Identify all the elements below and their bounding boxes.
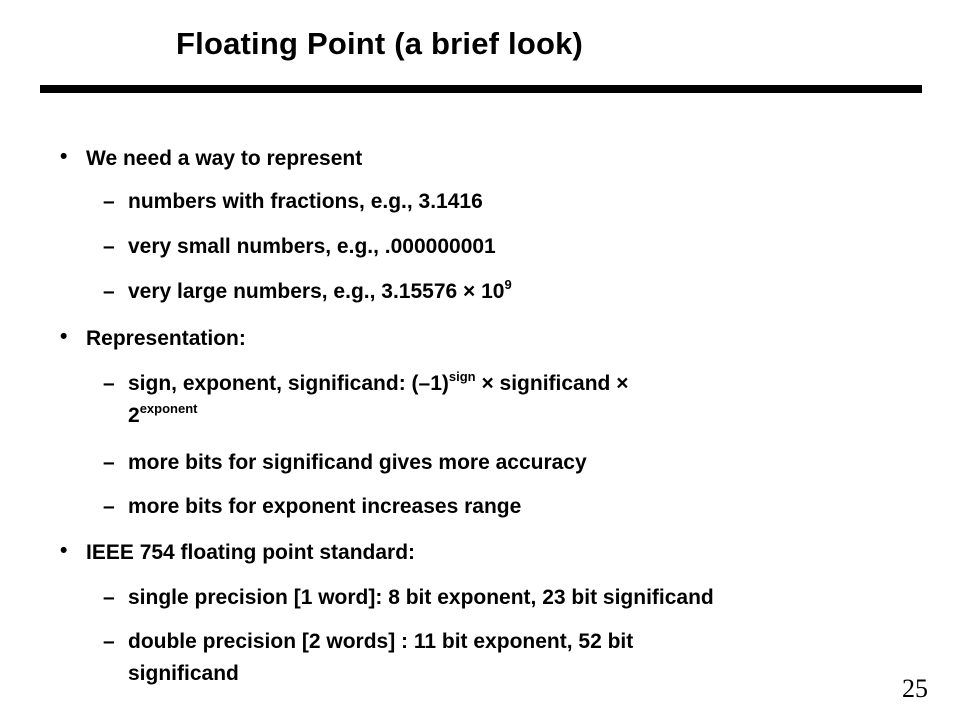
exponent-superscript: 9 [504,277,512,292]
exponent-superscript: exponent [139,401,198,416]
dash-icon: – [103,630,115,653]
sub-item-text: numbers with fractions, e.g., 3.1416 [128,190,483,213]
title-underline [40,85,922,93]
sub-item-text-main: very large numbers, e.g., 3.15576 × 10 [128,280,505,303]
formula-base: 2 [128,404,140,427]
sub-item-text: single precision [1 word]: 8 bit exponent, 23 bit significand [128,586,714,609]
sub-item-text-continued [128,401,198,428]
formula-middle: × significand × [475,372,629,395]
sub-item-text: more bits for exponent increases range [128,495,522,518]
dash-icon: – [103,586,115,609]
formula-prefix: sign, exponent, significand: (–1) [128,372,449,395]
sub-item-text-continued: significand [128,662,239,685]
slide-title: Floating Point (a brief look) [176,26,584,61]
bullet-text: IEEE 754 floating point standard: [86,541,416,564]
sub-item-text [128,277,512,304]
sub-item-text: very small numbers, e.g., .000000001 [128,235,496,258]
dash-icon: – [103,190,115,213]
bullet-text: We need a way to represent [86,147,363,170]
bullet-icon: • [60,325,68,348]
sign-superscript: sign [448,369,476,384]
sub-item-text: double precision [2 words] : 11 bit exponent, 52 bit [128,630,634,653]
sub-item-text: more bits for significand gives more accuracy [128,451,587,474]
page-number: 25 [902,674,928,703]
bullet-icon: • [60,145,68,168]
dash-icon: – [103,235,115,258]
dash-icon: – [103,280,115,303]
bullet-icon: • [60,539,68,562]
dash-icon: – [103,451,115,474]
dash-icon: – [103,495,115,518]
bullet-text: Representation: [86,327,246,350]
dash-icon: – [103,372,115,395]
sub-item-text [128,369,629,396]
